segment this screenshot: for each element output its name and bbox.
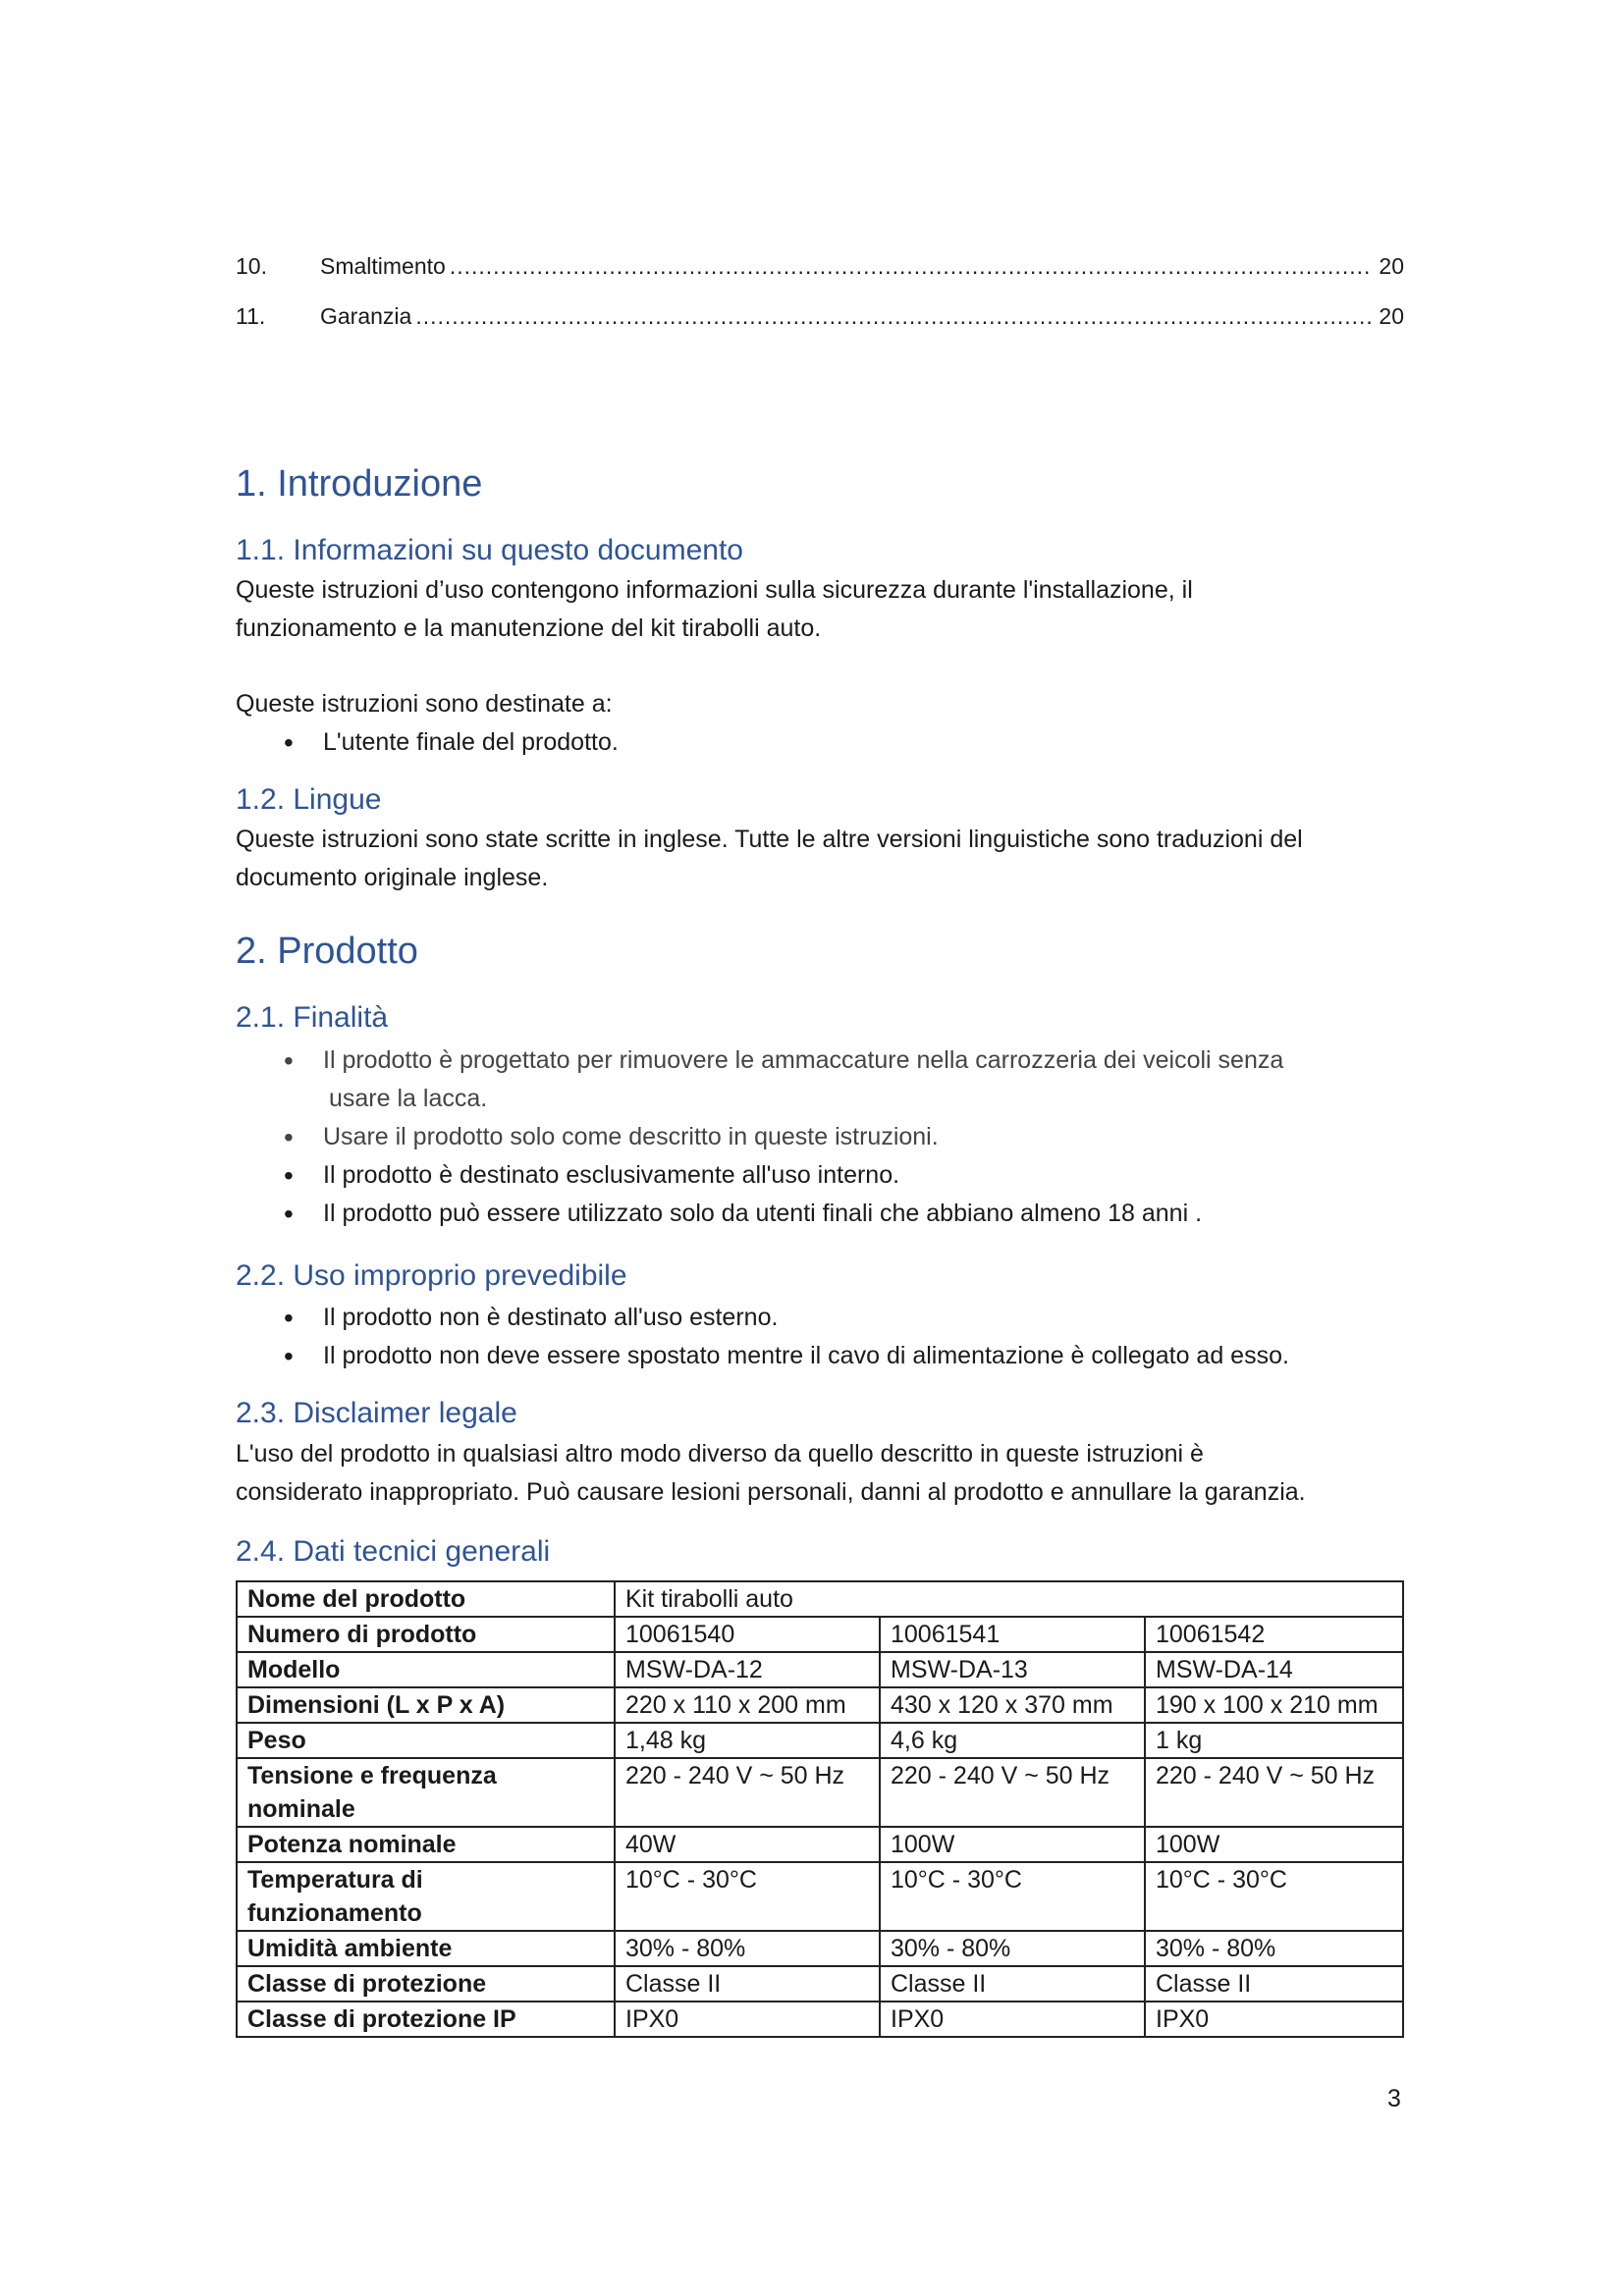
text-line: Il prodotto è progettato per rimuovere le ammaccature nella carrozzeria dei veicoli senza	[323, 1046, 1284, 1074]
row-label: Potenza nominale	[237, 1827, 615, 1862]
table-cell: 10°C - 30°C	[615, 1862, 880, 1931]
table-cell: 30% - 80%	[615, 1931, 880, 1966]
table-row	[237, 2002, 1403, 2037]
row-label: Classe di protezione IP	[237, 2002, 615, 2037]
text-line: Queste istruzioni d’uso contengono informazioni sulla sicurezza durante l'installazione, il	[236, 576, 1193, 604]
table-cell: 220 - 240 V ~ 50 Hz	[615, 1758, 880, 1827]
toc-number: 11.	[236, 303, 266, 329]
page-number: 3	[1387, 2085, 1401, 2112]
table-row	[237, 1652, 1403, 1687]
heading-informazioni-documento: 1.1. Informazioni su questo documento	[236, 534, 743, 566]
row-label: Umidità ambiente	[237, 1931, 615, 1966]
table-row	[237, 1862, 1403, 1931]
table-cell: 220 - 240 V ~ 50 Hz	[880, 1758, 1145, 1827]
table-cell: Classe II	[880, 1966, 1145, 2002]
list-destinatari	[236, 723, 1414, 762]
row-label: Classe di protezione	[237, 1966, 615, 2002]
heading-dati-tecnici: 2.4. Dati tecnici generali	[236, 1535, 551, 1568]
toc-number: 10.	[236, 253, 267, 279]
heading-introduzione: 1. Introduzione	[236, 463, 483, 505]
cell-product-name: Kit tirabolli auto	[615, 1581, 1403, 1617]
row-label: Nome del prodotto	[237, 1581, 615, 1617]
table-cell: Classe II	[615, 1966, 880, 2002]
text-line: funzionamento e la manutenzione del kit tirabolli auto.	[236, 614, 822, 642]
text-line: considerato inappropriato. Può causare lesioni personali, danni al prodotto e annullare la garanzia.	[236, 1478, 1306, 1506]
paragraph-intro	[236, 571, 1414, 648]
table-cell: 1,48 kg	[615, 1723, 880, 1758]
text-line: Queste istruzioni sono state scritte in inglese. Tutte le altre versioni linguistiche sono traduzioni del	[236, 826, 1303, 853]
table-row	[237, 1827, 1403, 1862]
list-item: • Il prodotto non è destinato all'uso esterno.	[236, 1299, 1414, 1337]
table-cell: 30% - 80%	[880, 1931, 1145, 1966]
heading-uso-improprio: 2.2. Uso improprio prevedibile	[236, 1259, 627, 1292]
table-cell: IPX0	[615, 2002, 880, 2037]
table-cell: IPX0	[1145, 2002, 1403, 2037]
table-row	[237, 1966, 1403, 2002]
table-cell: 4,6 kg	[880, 1723, 1145, 1758]
list-uso-improprio	[236, 1299, 1414, 1375]
table-cell: MSW-DA-14	[1145, 1652, 1403, 1687]
row-label: Peso	[237, 1723, 615, 1758]
row-label: Temperatura di funzionamento	[237, 1862, 615, 1931]
heading-prodotto: 2. Prodotto	[236, 931, 418, 972]
row-label: Dimensioni (L x P x A)	[237, 1687, 615, 1723]
heading-disclaimer: 2.3. Disclaimer legale	[236, 1397, 517, 1429]
table-cell: 10°C - 30°C	[1145, 1862, 1403, 1931]
table-cell: Classe II	[1145, 1966, 1403, 2002]
heading-lingue: 1.2. Lingue	[236, 783, 382, 816]
table-cell: 10061540	[615, 1617, 880, 1652]
table-cell: 10061542	[1145, 1617, 1403, 1652]
list-item: • Il prodotto è destinato esclusivamente all'uso interno.	[236, 1156, 1414, 1195]
paragraph-destinatari: Queste istruzioni sono destinate a:	[236, 690, 613, 718]
table-cell: 220 x 110 x 200 mm	[615, 1687, 880, 1723]
table-cell: MSW-DA-12	[615, 1652, 880, 1687]
paragraph-disclaimer	[236, 1435, 1414, 1512]
paragraph-lingue	[236, 821, 1414, 897]
table-cell: 190 x 100 x 210 mm	[1145, 1687, 1403, 1723]
table-of-contents	[236, 253, 1404, 353]
toc-page: 20	[1379, 303, 1404, 329]
table-row	[237, 1687, 1403, 1723]
table-cell: 10061541	[880, 1617, 1145, 1652]
toc-leader	[415, 303, 1371, 330]
table-row	[237, 1723, 1403, 1758]
toc-entry[interactable]	[236, 253, 1404, 303]
table-cell: IPX0	[880, 2002, 1145, 2037]
table-row	[237, 1931, 1403, 1966]
table-row	[237, 1581, 1403, 1617]
table-cell: MSW-DA-13	[880, 1652, 1145, 1687]
toc-title: Garanzia	[320, 303, 412, 329]
table-cell: 1 kg	[1145, 1723, 1403, 1758]
list-item: • Il prodotto può essere utilizzato solo da utenti finali che abbiano almeno 18 anni .	[236, 1195, 1414, 1233]
list-item: • L'utente finale del prodotto.	[236, 723, 1414, 762]
toc-entry[interactable]	[236, 303, 1404, 353]
heading-finalita: 2.1. Finalità	[236, 1001, 389, 1034]
technical-data-table	[236, 1580, 1404, 2038]
table-cell: 10°C - 30°C	[880, 1862, 1145, 1931]
toc-title: Smaltimento	[320, 253, 446, 279]
list-item: • Usare il prodotto solo come descritto in queste istruzioni.	[236, 1118, 1414, 1156]
text-line: L'uso del prodotto in qualsiasi altro modo diverso da quello descritto in queste istruzioni è	[236, 1440, 1204, 1468]
table-cell: 100W	[880, 1827, 1145, 1862]
list-finalita	[236, 1041, 1414, 1233]
table-cell: 40W	[615, 1827, 880, 1862]
table-cell: 30% - 80%	[1145, 1931, 1403, 1966]
table-cell: 100W	[1145, 1827, 1403, 1862]
row-label: Modello	[237, 1652, 615, 1687]
table-cell: 430 x 120 x 370 mm	[880, 1687, 1145, 1723]
row-label: Tensione e frequenza nominale	[237, 1758, 615, 1827]
list-item: • Il prodotto non deve essere spostato mentre il cavo di alimentazione è collegato ad esso.	[236, 1337, 1414, 1375]
text-line: documento originale inglese.	[236, 864, 549, 891]
table-row	[237, 1617, 1403, 1652]
list-item	[236, 1041, 1414, 1118]
text-line: usare la lacca.	[329, 1085, 488, 1112]
row-label: Numero di prodotto	[237, 1617, 615, 1652]
table-cell: 220 - 240 V ~ 50 Hz	[1145, 1758, 1403, 1827]
table-row	[237, 1758, 1403, 1827]
toc-page: 20	[1379, 253, 1404, 279]
toc-leader	[450, 253, 1371, 280]
